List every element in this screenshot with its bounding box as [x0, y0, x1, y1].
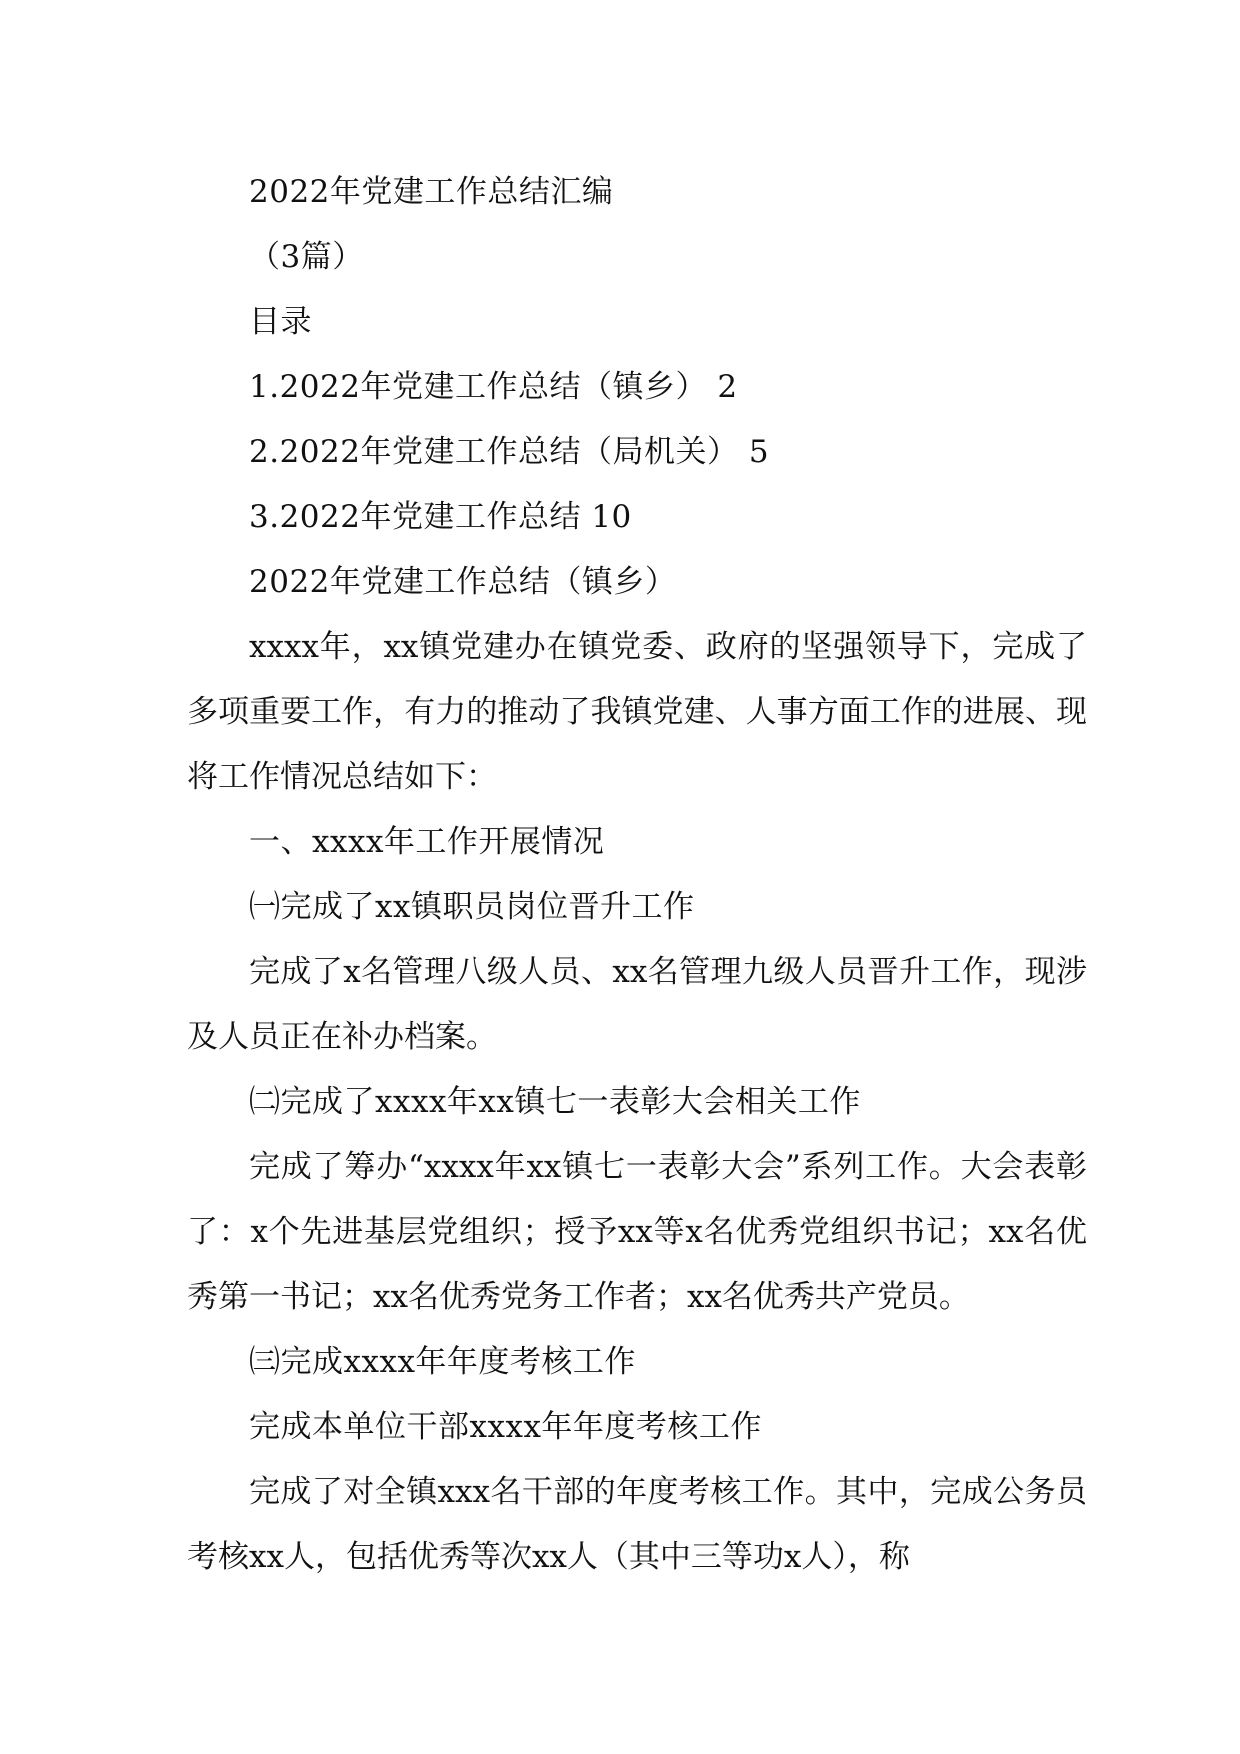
document-title: 2022年党建工作总结汇编 [249, 174, 614, 210]
toc-heading: 目录 [249, 304, 312, 340]
subsection-heading-3: ㈢完成xxxx年年度考核工作 [249, 1344, 636, 1380]
document-subtitle: （3篇） [249, 239, 364, 275]
section-heading-1: 一、xxxx年工作开展情况 [249, 824, 605, 860]
toc-item-1: 1.2022年党建工作总结（镇乡） 2 [249, 369, 738, 405]
subsection-1-paragraph: 完成了x名管理八级人员、xx名管理九级人员晋升工作，现涉及人员正在补办档案。 [187, 954, 1087, 1055]
subsection-heading-1: ㈠完成了xx镇职员岗位晋升工作 [249, 889, 695, 925]
subsection-2-paragraph: 完成了筹办“xxxx年xx镇七一表彰大会”系列工作。大会表彰了：x个先进基层党组织；授予xx等x名优秀党组织书记；xx名优秀第一书记；xx名优秀党务工作者；xx名优秀共产党员。 [187, 1149, 1087, 1315]
subsection-3-line: 完成本单位干部xxxx年年度考核工作 [249, 1409, 762, 1445]
toc-item-2: 2.2022年党建工作总结（局机关） 5 [249, 434, 770, 470]
toc-item-3: 3.2022年党建工作总结 10 [249, 499, 632, 535]
article-title: 2022年党建工作总结（镇乡） [249, 564, 677, 600]
intro-paragraph: xxxx年，xx镇党建办在镇党委、政府的坚强领导下，完成了多项重要工作，有力的推动了我镇党建、人事方面工作的进展、现将工作情况总结如下： [187, 629, 1087, 795]
subsection-3-paragraph: 完成了对全镇xxx名干部的年度考核工作。其中，完成公务员考核xx人，包括优秀等次xx人（其中三等功x人），称 [187, 1474, 1087, 1575]
document-page [187, 160, 1087, 1590]
subsection-heading-2: ㈡完成了xxxx年xx镇七一表彰大会相关工作 [249, 1084, 861, 1120]
